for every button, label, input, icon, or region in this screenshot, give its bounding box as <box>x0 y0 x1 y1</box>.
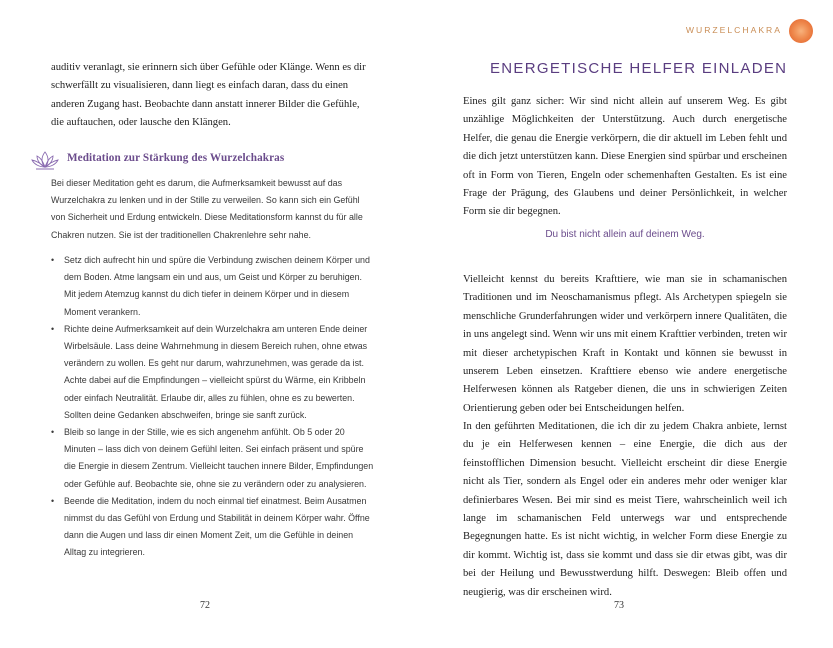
bullet: • <box>51 495 55 506</box>
left-page <box>0 0 416 648</box>
list-item <box>51 493 375 562</box>
meditation-heading <box>30 149 390 171</box>
bullet: • <box>51 255 55 265</box>
meditation-intro: Bei dieser Meditation geht es darum, die Aufmerksamkeit bewusst auf das Wurzelchakra zu lenken und in der Stille zu verweilen. So kann sich ein Gefühl von Sicherheit und Erdung entwickeln. Diese Meditationsform kannst du für alle Chakren nutzen. Sie ist der traditionellen Chakrenlehre sehr nahe. <box>51 178 363 240</box>
list-item <box>51 321 375 424</box>
page-number-left: 72 <box>200 600 210 611</box>
meditation-title: Meditation zur Stärkung des Wurzelchakras <box>67 152 285 164</box>
lotus-icon <box>30 149 60 171</box>
bullet: • <box>51 427 55 438</box>
step-text: Setz dich aufrecht hin und spüre die Verbindung zwischen deinem Körper und dem Boden. Atme langsam ein und aus, um Geist und Körper zu beruhigen. Mit jedem Atemzug kannst du dich tiefer in deinem Körper und in diesem Moment verankern. <box>64 255 370 317</box>
meditation-steps <box>51 252 375 562</box>
chapter-label: WURZELCHAKRA <box>685 25 782 35</box>
right-page <box>416 0 833 648</box>
pull-quote: Du bist nicht allein auf deinem Weg. <box>545 229 705 240</box>
step-text: Richte deine Aufmerksamkeit auf dein Wurzelchakra am unteren Ende deiner Wirbelsäule. Lass deine Wahrnehmung in diesem Bereich ruhen, ohne etwas verändern zu wollen. Es geht nur darum, wahrzunehmen, was gerade da ist. Achte dabei auf die Empfindungen – vielleicht spürst du Wärme, ein Kribbeln oder einfach Neutralität. Erlaube dir, alles zu fühlen, ohne es zu bewerten. Sollten deine Gedanken abschweifen, bringe sie sanft zurück. <box>64 323 368 420</box>
body-paragraph-2: Vielleicht kennst du bereits Krafttiere, wie man sie in schamanischen Traditionen und im Neoschamanismus pflegt. Als Archetypen spiegeln sie menschliche Grunderfahrungen wider und verkörpern innere Qualitäten, die in uns angelegt sind. Wenn wir uns mit einem Krafttier verbinden, treten wir mit dieser archetypischen Kraft in Kontakt und können sie bewusst in unserem Leben einsetzen. Krafttiere ebenso wie andere energetische Helferwesen können als Ratgeber dienen, die uns in schwierigen Zeiten Orientierung geben oder bei Entscheidungen helfen. <box>463 274 787 414</box>
chakra-dot-icon <box>789 19 813 43</box>
body-paragraph-3: In den geführten Meditationen, die ich dir zu jedem Chakra anbiete, lernst du je ein Helferwesen kennen – eine Energie, die dich aus der feinstofflichen Dimension besucht. Vielleicht erscheint dir diese Energie nicht als Tier, sondern als Engel oder ein anderes mehr oder weniger klar definierbares Wesen. Bei mir sind es meist Tiere, wahrscheinlich weil ich lange im schamanischen Feld unterwegs war und entsprechende Begegnungen hatte. Es ist nicht wichtig, in welcher Form diese Energie zu dir kommt. Wichtig ist, dass sie kommt und dass sie dir etwas gibt, was dir bei der Heilung und Bewusstwerdung hilft. Deswegen: Bleib offen und neugierig, was dir erscheinen wird. <box>463 421 787 598</box>
bullet: • <box>51 323 55 334</box>
section-heading: ENERGETISCHE HELFER EINLADEN <box>490 60 788 77</box>
step-text: Beende die Meditation, indem du noch einmal tief einatmest. Beim Ausatmen nimmst du das Gefühl von Erdung und Stabilität in deinem Körper wahr. Öffne dann die Augen und lass dir einen Moment Zeit, um die Gefühle in deinen Alltag zu integrieren. <box>64 495 370 558</box>
page-number-right: 73 <box>614 600 624 611</box>
list-item <box>51 424 375 493</box>
chapter-marker <box>673 16 833 46</box>
intro-paragraph: auditiv veranlagt, sie erinnern sich über Gefühle oder Klänge. Wenn es dir schwerfällt zu visualisieren, dann liegt es einfach daran, dass du einen anderen Zugang hast. Beobachte dann anstatt innerer Bilder die Gefühle, die auftauchen, oder lausche den Klängen. <box>51 62 366 129</box>
body-paragraph-1: Eines gilt ganz sicher: Wir sind nicht allein auf unserem Weg. Es gibt unzählige Möglichkeiten der Unterstützung. Auch durch energetische Helfer, die genau die Energie verkörpern, die dir aktuell im Leben fehlt und die dich jetzt unterstützen kann. Diese Energien sind spürbar und erscheinen oft in Form von Tieren, Engeln oder schemenhaften Gestalten. Es ist eine Frage der Prägung, des Glaubens und deiner Persönlichkeit, in welcher Form sie dir begegnen. <box>463 96 787 218</box>
step-text: Bleib so lange in der Stille, wie es sich angenehm anfühlt. Ob 5 oder 20 Minuten – lass dich von deinem Gefühl leiten. Sei einfach präsent und spüre die Energie in diesem Zentrum. Vielleicht tauchen innere Bilder, Empfindungen oder Gefühle auf. Beobachte sie, ohne sie zu verändern oder zu analysieren. <box>64 427 374 489</box>
list-item <box>51 252 375 321</box>
